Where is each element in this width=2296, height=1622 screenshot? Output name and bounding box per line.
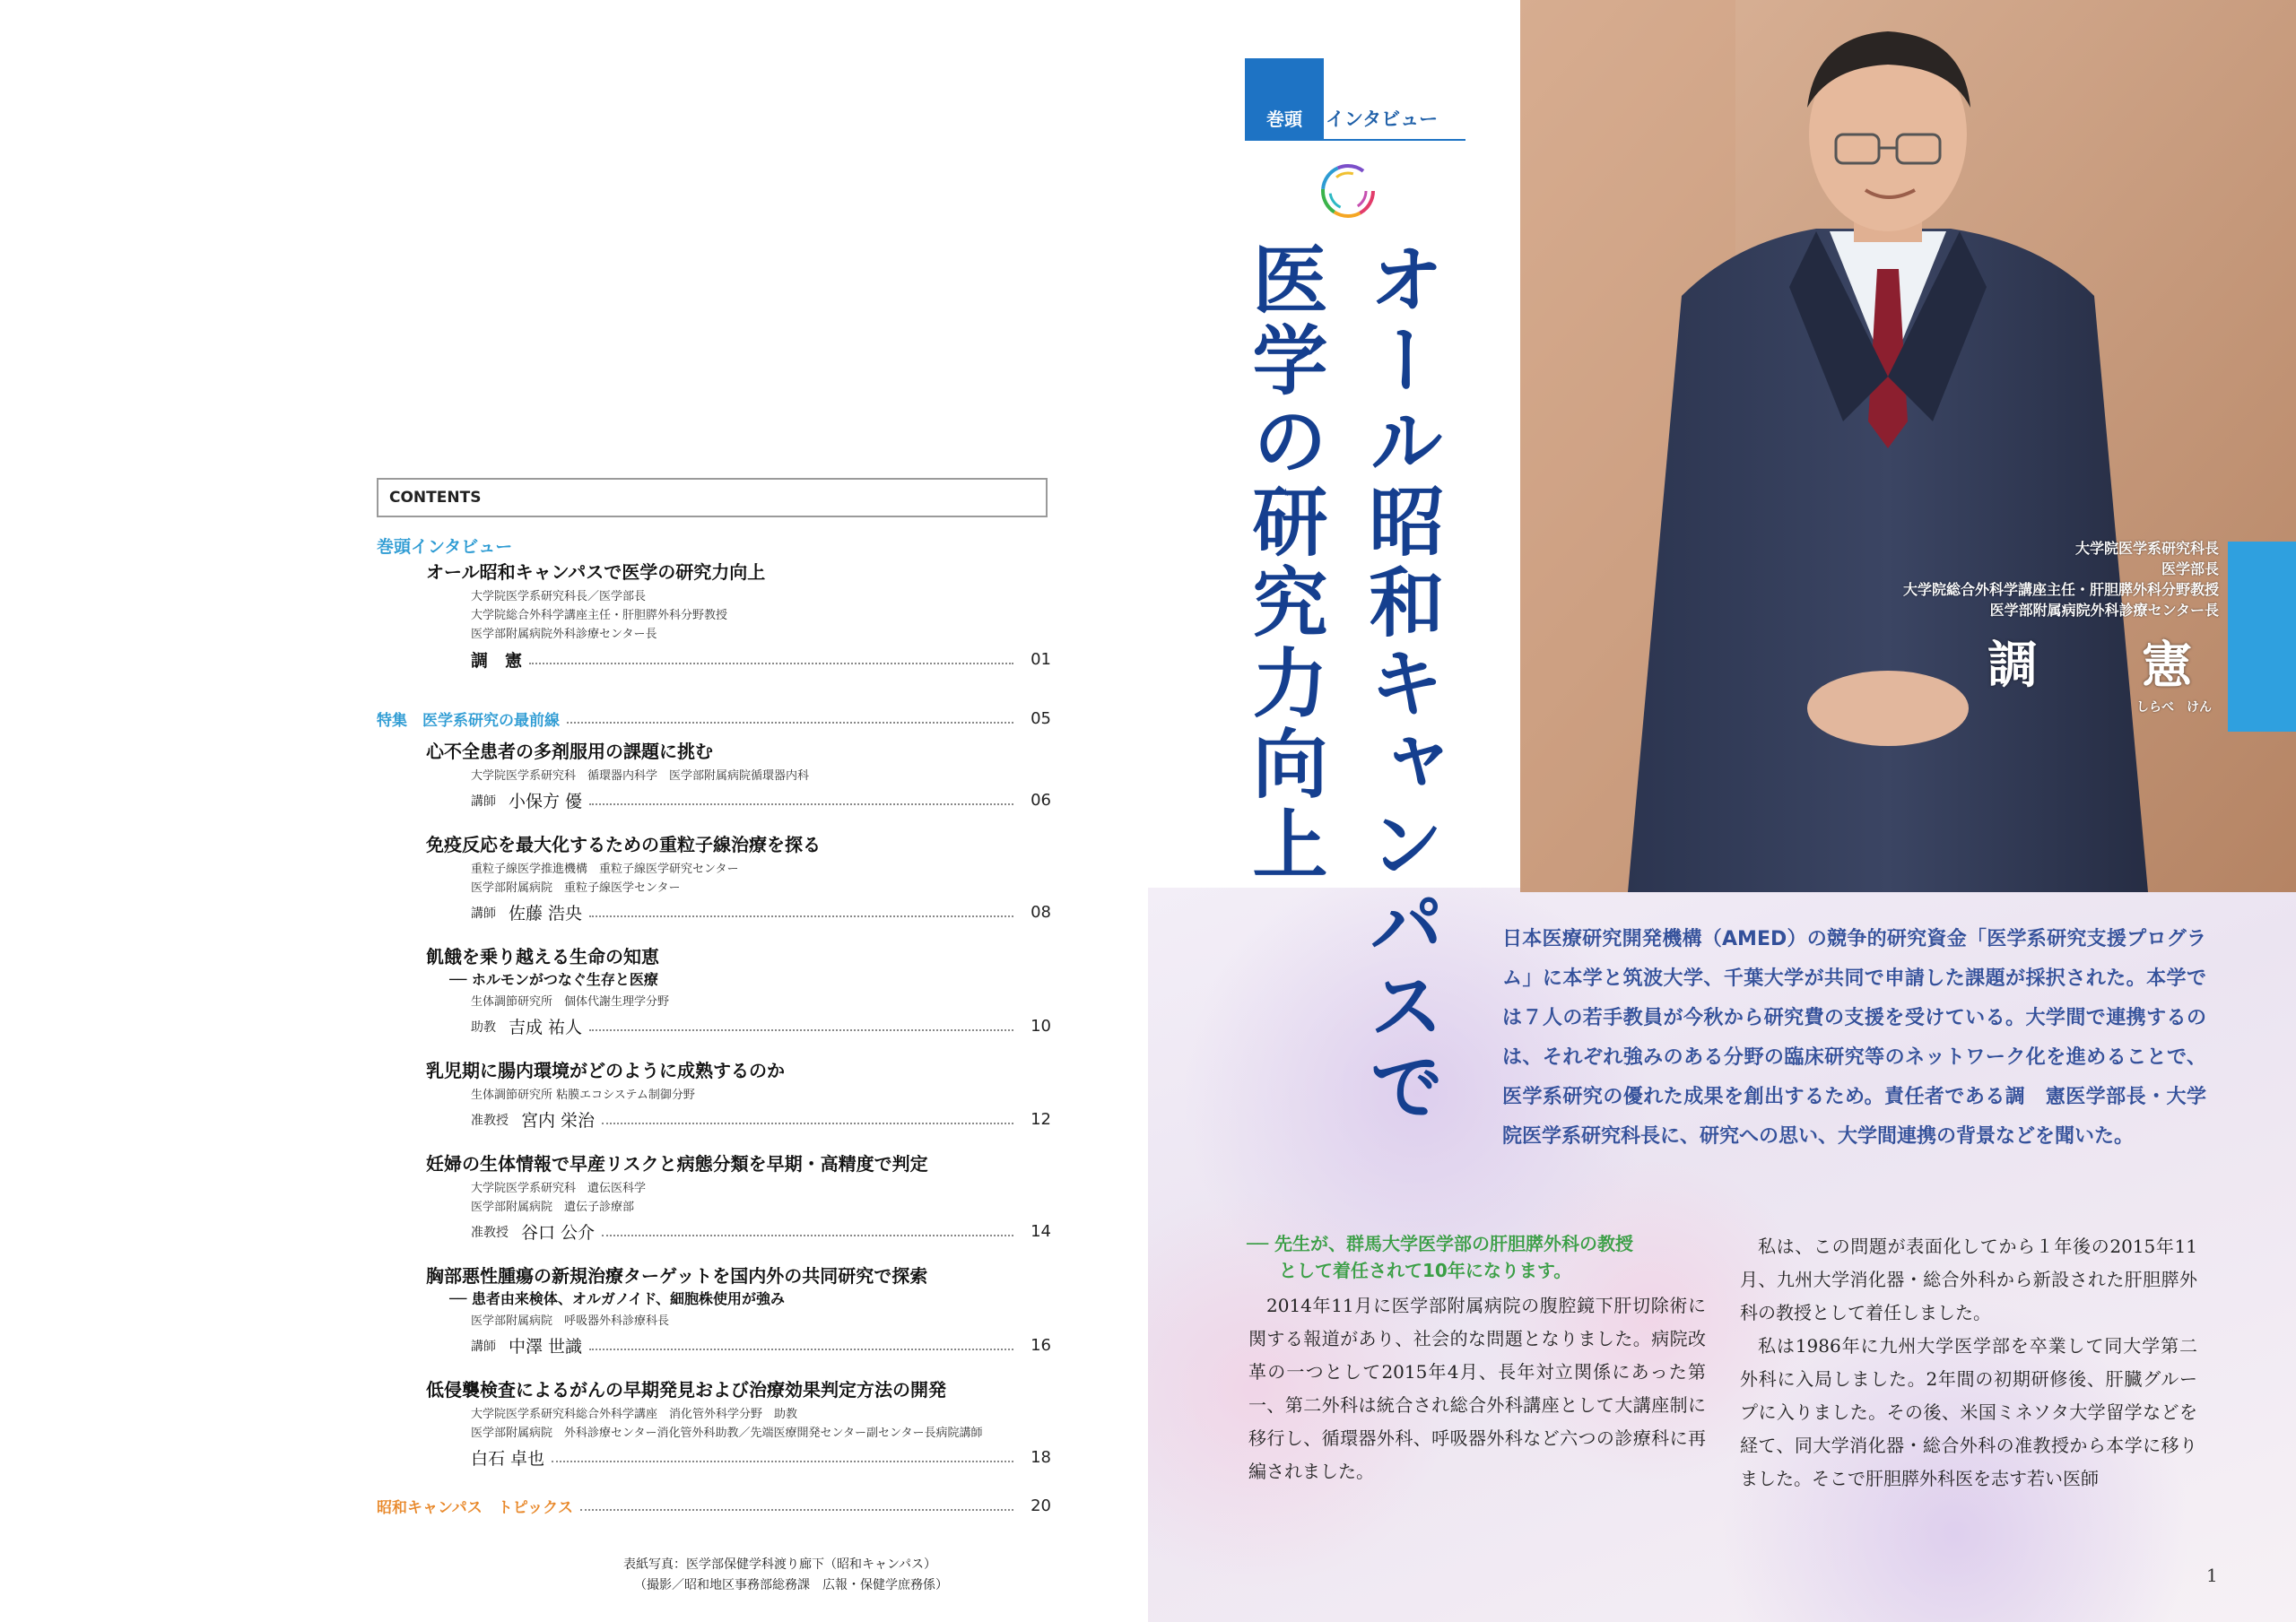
- section-tag-text: インタビュー: [1326, 108, 1439, 130]
- lead-paragraph: 日本医療研究開発機構（AMED）の競争的研究資金「医学系研究支援プログラム」に本学と筑波大学、千葉大学が共同で申請した課題が採択された。本学では７人の若手教員が今秋から研究費の支援を受けている。大学間で連携するのは、それぞれ強みのある分野の臨床研究等のネットワーク化を進めることで、医学系研究の優れた成果を創出するため。責任者である調 憲医学部長・大学院医学系研究科長に、研究への思い、大学間連携の背景などを聞いた。: [1502, 928, 2206, 1148]
- article-title-line2: 医学の研究力向上: [1240, 240, 1328, 886]
- toc-author-name: 調 憲: [471, 651, 523, 671]
- toc-author-role: 講師: [471, 794, 496, 809]
- cover-photo-note: 表紙写真：医学部保健学科渡り廊下（昭和キャンパス）: [623, 1557, 937, 1572]
- body-paragraph: 私は、この問題が表面化してから１年後の2015年11月、九州大学消化器・総合外科から新設された肝胆膵外科の教授として着任しました。: [1740, 1236, 2197, 1323]
- toc-page-number: 01: [1031, 650, 1051, 669]
- toc-page-number: 10: [1031, 1017, 1051, 1036]
- toc-section-interview[interactable]: 巻頭インタビュー: [377, 537, 513, 557]
- toc-item[interactable]: [426, 1375, 1051, 1470]
- toc-affiliation: 大学院医学系研究科 遺伝医科学: [471, 1182, 647, 1195]
- toc-item-title[interactable]: 免疫反応を最大化するための重粒子線治療を探る: [426, 834, 821, 855]
- question-line: ── 先生が、群馬大学医学部の肝胆膵外科の教授: [1247, 1233, 1634, 1254]
- cover-photo-credit: （撮影／昭和地区事務部総務課 広報・保健学庶務係）: [634, 1578, 948, 1592]
- toc-item-title[interactable]: 低侵襲検査によるがんの早期発見および治療効果判定方法の開発: [426, 1379, 946, 1401]
- toc-author-role: 助教: [471, 1019, 496, 1035]
- toc-author-name: 小保方 優: [509, 792, 583, 811]
- toc-item[interactable]: [426, 1056, 1051, 1132]
- toc-author-role: 講師: [471, 1339, 496, 1354]
- toc-affiliation: 大学院医学系研究科長／医学部長: [471, 590, 647, 603]
- section-tag: [1245, 58, 1439, 139]
- toc-item[interactable]: [426, 1262, 1051, 1357]
- toc-author-name: 中澤 世識: [509, 1337, 583, 1357]
- toc-page-number: 05: [1031, 709, 1051, 728]
- interviewee-name: 調 憲: [1987, 637, 2219, 695]
- toc-affiliation: 医学部附属病院 重粒子線医学センター: [471, 881, 681, 895]
- toc-page-number: 14: [1031, 1222, 1051, 1241]
- toc-affiliation: 医学部附属病院 遺伝子診療部: [471, 1201, 635, 1214]
- body-column-left: [1248, 1289, 1706, 1488]
- toc-item[interactable]: [426, 1149, 1051, 1244]
- toc-item-subtitle: ── 患者由来検体、オルガノイド、細胞株使用が強み: [449, 1290, 785, 1307]
- interviewee-kana: しらべ けん: [2136, 700, 2212, 715]
- toc-author-role: 准教授: [471, 1225, 509, 1240]
- toc-page-number: 16: [1031, 1336, 1051, 1355]
- body-paragraph: 2014年11月に医学部附属病院の腹腔鏡下肝切除術に関する報道があり、社会的な問題となりました。病院改革の一つとして2015年4月、長年対立関係にあった第一、第二外科は統合され総合外科講座として大講座制に移行し、循環器外科、呼吸器外科など六つの診療科に再編されました。: [1248, 1295, 1706, 1482]
- portrait-illustration: [1520, 0, 2296, 892]
- toc-item[interactable]: [426, 942, 1051, 1038]
- section-tag-box: 巻頭: [1245, 58, 1324, 139]
- rainbow-ring-logo-icon: [1317, 160, 1379, 222]
- toc-affiliation: 大学院医学系研究科 循環器内科学 医学部附属病院循環器内科: [471, 769, 810, 783]
- toc-page-number: 08: [1031, 903, 1051, 922]
- toc-page-number: 12: [1031, 1110, 1051, 1129]
- page-number: 1: [2206, 1565, 2218, 1586]
- toc-affiliation: 大学院医学系研究科総合外科学講座 消化管外科学分野 助教: [471, 1408, 798, 1421]
- toc-section-feature[interactable]: 特集 医学系研究の最前線: [377, 712, 560, 730]
- accent-bar: [2228, 542, 2296, 732]
- toc-item[interactable]: [426, 737, 1051, 812]
- toc-page-number: 06: [1031, 791, 1051, 810]
- toc-item-title[interactable]: 心不全患者の多剤服用の課題に挑む: [426, 741, 713, 762]
- body-column-right: [1740, 1230, 2197, 1496]
- toc-affiliation: 医学部附属病院 外科診療センター消化管外科助教／先端医療開発センター副センター長病院講師: [471, 1427, 983, 1440]
- byline-title: 医学部附属病院外科診療センター長: [1989, 602, 2219, 619]
- toc-item-title[interactable]: 胸部悪性腫瘍の新規治療ターゲットを国内外の共同研究で探索: [426, 1265, 928, 1287]
- byline-title: 大学院総合外科学講座主任・肝胆膵外科分野教授: [1902, 581, 2219, 598]
- toc-affiliation: 生体調節研究所 個体代謝生理学分野: [471, 995, 670, 1009]
- article-title-line1: オール昭和キャンパスで: [1357, 240, 1445, 1128]
- toc-item-subtitle: ── ホルモンがつなぐ生存と医療: [449, 971, 658, 988]
- question-line: として着任されて10年になります。: [1279, 1260, 1572, 1281]
- byline-title: 医学部長: [2161, 560, 2219, 577]
- toc-affiliation: 大学院総合外科学講座主任・肝胆膵外科分野教授: [471, 609, 728, 622]
- toc-item-title[interactable]: 妊婦の生体情報で早産リスクと病態分類を早期・高精度で判定: [426, 1153, 928, 1175]
- toc-item-title[interactable]: オール昭和キャンパスで医学の研究力向上: [426, 561, 766, 583]
- contents-header: CONTENTS: [377, 478, 1048, 517]
- toc-author-name: 白石 卓也: [471, 1449, 545, 1469]
- portrait-photo: [1520, 0, 2296, 892]
- toc-affiliation: 医学部附属病院外科診療センター長: [471, 628, 657, 641]
- toc-affiliation: 生体調節研究所 粘膜エコシステム制御分野: [471, 1089, 695, 1102]
- toc-author-role: 准教授: [471, 1113, 509, 1128]
- toc-author-name: 佐藤 浩央: [509, 904, 583, 924]
- toc-author-name: 宮内 栄治: [521, 1111, 596, 1131]
- toc-page-number: 20: [1031, 1496, 1051, 1515]
- toc-author-role: 講師: [471, 906, 496, 921]
- toc-affiliation: 重粒子線医学推進機構 重粒子線医学研究センター: [471, 863, 739, 876]
- byline: [1903, 538, 2219, 716]
- toc-item-title[interactable]: 飢餓を乗り越える生命の知恵: [426, 946, 659, 967]
- interview-question: [1247, 1230, 1713, 1284]
- toc-section-topics[interactable]: 昭和キャンパス トピックス: [377, 1499, 573, 1517]
- body-paragraph: 私は1986年に九州大学医学部を卒業して同大学第二外科に入局しました。2年間の初期研修後、肝臓グループに入りました。その後、米国ミネソタ大学留学などを経て、同大学消化器・総合外科の准教授から本学に移りました。そこで肝胆膵外科医を志す若い医師: [1740, 1335, 2197, 1489]
- toc-author-name: 谷口 公介: [521, 1223, 596, 1243]
- toc-item-title[interactable]: 乳児期に腸内環境がどのように成熟するのか: [426, 1060, 785, 1081]
- toc-item[interactable]: [426, 830, 1051, 924]
- toc-affiliation: 医学部附属病院 呼吸器外科診療科長: [471, 1314, 670, 1328]
- byline-title: 大学院医学系研究科長: [2074, 540, 2219, 557]
- table-of-contents: [377, 478, 1051, 1596]
- toc-author-name: 吉成 祐人: [509, 1018, 583, 1037]
- toc-page-number: 18: [1031, 1448, 1051, 1467]
